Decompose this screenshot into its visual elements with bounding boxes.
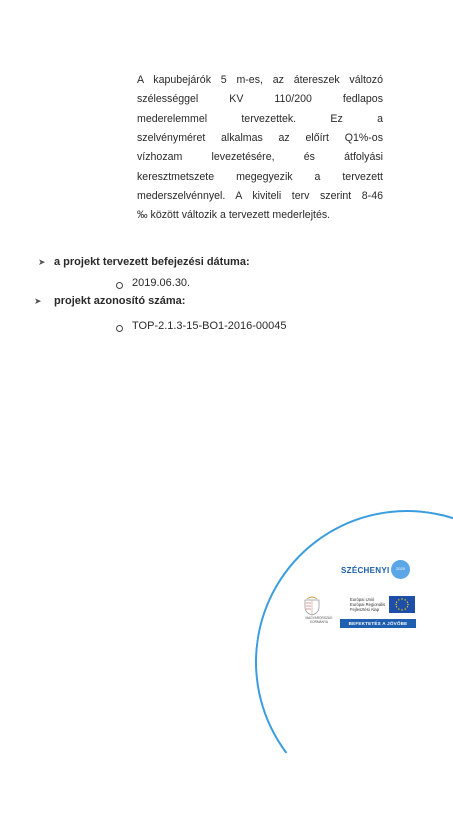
circle-bullet-icon <box>116 282 123 289</box>
eu-line: Európai Unió <box>350 597 375 602</box>
arrow-bullet-icon: ➤ <box>34 296 42 306</box>
project-id-label: projekt azonosító száma: <box>54 295 186 307</box>
completion-date-value: 2019.06.30. <box>132 277 191 289</box>
szechenyi-logo-circle <box>391 560 410 579</box>
completion-date-label: a projekt tervezett befejezési dátuma: <box>54 256 250 268</box>
paragraph-line: szelvényméret alkalmas az előírt Q1%-os <box>137 132 383 145</box>
eu-caption <box>350 597 385 612</box>
paragraph-line: ‰ között változik a tervezett mederlejtés. <box>137 209 331 222</box>
slogan-banner: BEFEKTETÉS A JÖVŐBE <box>340 619 416 628</box>
szechenyi-logo-text: SZÉCHENYI <box>341 566 390 575</box>
decorative-arc <box>235 490 453 833</box>
paragraph-line: A kapubejárók 5 m-es, az átereszek változó <box>137 74 383 86</box>
government-line: KORMÁNYA <box>309 620 328 624</box>
government-line: MAGYARORSZÁG <box>305 616 333 620</box>
paragraph-line: mederelemmel tervezettek. Ez a <box>137 112 383 125</box>
circle-bullet-icon <box>116 325 123 332</box>
body-paragraph <box>137 71 383 226</box>
eu-line: Fejlesztési Alap <box>350 607 380 612</box>
coat-of-arms-icon <box>303 596 321 616</box>
paragraph-line: szélességgel KV 110/200 fedlapos <box>137 93 383 106</box>
paragraph-line: keresztmetszete megegyezik a tervezett <box>137 170 383 183</box>
government-caption <box>296 616 342 624</box>
szechenyi-year: 2020 <box>396 566 405 571</box>
paragraph-line: mederszelvénnyel. A kiviteli terv szerint 8-46 <box>137 190 383 203</box>
eu-flag-icon <box>389 596 415 613</box>
arrow-bullet-icon: ➤ <box>38 257 46 267</box>
project-id-value: TOP-2.1.3-15-BO1-2016-00045 <box>132 320 287 332</box>
eu-line: Európai Regionális <box>350 602 386 607</box>
paragraph-line: vízhozam levezetésére, és átfolyási <box>137 151 383 164</box>
